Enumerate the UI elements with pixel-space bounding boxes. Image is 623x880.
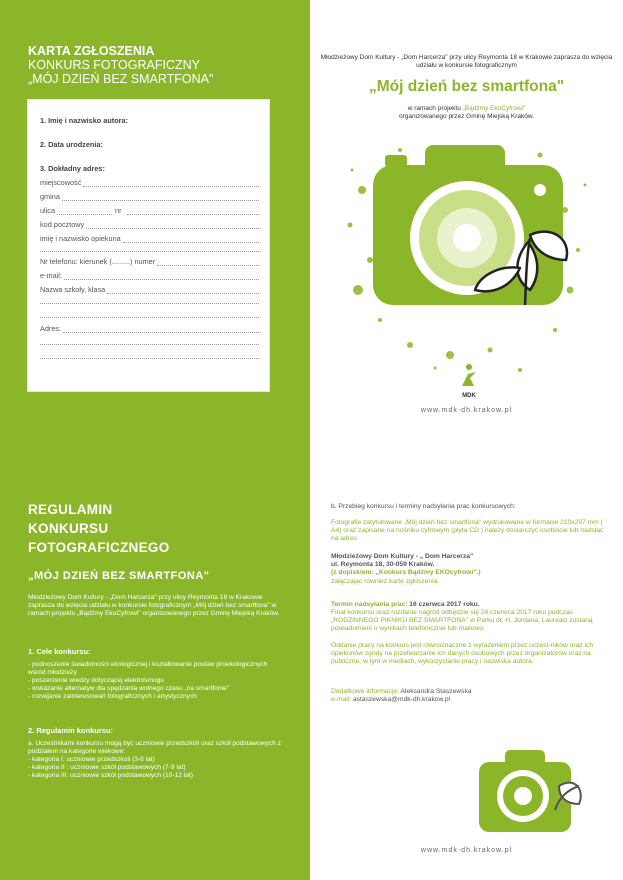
list-item: - rozwijanie zainteresowań fotograficznych i artystycznych [28,693,197,700]
list-item: - poszerzenie wiedzy dotyczącej elektrosmogu [28,677,164,684]
camera-illustration [340,130,590,380]
field-blank-line[interactable] [40,303,259,304]
form-header-line3: „MÓJ DZIEŃ BEZ SMARTFONA" [28,72,214,86]
details-consent: Oddanie pracy na konkurs jest równoznaczne z wyrażeniem przez uczest-ników oraz ich opiekunów zgody na przetwarzanie ich danych osobowych przez organizatorów oraz na publiczne, w tym w mediach, wykorzystanie pracy i nazwiska autora. [331,642,594,666]
list-item: - kategoria II : uczniowie szkół podstawowych (7-9 lat) [28,764,186,771]
list-item: a. Uczestnikami konkursu mogą być uczniowie przedszkoli oraz szkół podstawowych z podziałem na kategorie wiekowe: [28,740,281,755]
contact-email[interactable]: astaszewska@mdk-dh.krakow.pl [352,696,451,704]
field-opiekun[interactable]: imię i nazwisko opiekuna [40,234,259,243]
field-birthdate[interactable]: 2. Data urodzenia: [40,140,103,149]
mdk-logo-text: MDK [462,393,476,399]
rules-intro: Młodzieżowy Dom Kultury - „Dom Harcerza" przy ulicy Reymonta 18 w Krakowie zaprasza do wzięcia udziału w konkursie fotograficznym „Mój dzień bez smartfona" w ramach projektu „Bądźmy EkoCyfrowi" organizowanego przez Gminę Miejską Kraków. [28,594,280,617]
field-telefon[interactable]: Nr telefonu: kierunek (.........) numer [40,257,259,266]
list-item: - kategoria III: uczniowie szkół podstawowych (10-12 lat) [28,772,193,779]
details-contact: Dodatkowe informacje: Aleksandra Staszewska e-mail: astaszewska@mdk-dh.krakow.pl [331,688,472,704]
field-ulica[interactable]: ulica nr [40,206,259,215]
regulations-list [28,740,283,780]
rules-subtitle: „MÓJ DZIEŃ BEZ SMARTFONA" [28,570,210,582]
list-item: - wskazanie alternatyw dla spędzania wolnego czasu „na smartfonie" [28,685,229,692]
field-szkola[interactable]: Nazwa szkoły, klasa [40,285,259,294]
mdk-logo-icon [456,362,482,388]
poster-title: „Mój dzień bez smartfona" [368,78,565,95]
field-adres[interactable]: Adres: [40,324,259,333]
field-blank-line[interactable] [40,344,259,345]
poster-url[interactable]: www.mdk-dh.krakow.pl [420,407,513,414]
field-gmina[interactable]: gmina [40,192,259,201]
camera-small-icon [475,740,585,840]
poster-subtitle: w ramach projektu „Bądźmy EkoCyfrowi" organizowanego przez Gminę Miejską Kraków. [398,105,535,120]
details-final: Finał konkursu oraz rozdanie nagród odbędzie się 24 czerwca 2017 roku podczas „RODZINNEGO PIKNIKU BEZ SMARTFONA" w Parku dr. H. Jordana. Laureaci zostaną powiadomieni o wynikach telefonicznie lub mailowo. [331,609,593,633]
list-item: - kategoria I: uczniowie przedszkoli (3-6 lat) [28,756,155,763]
field-blank-line[interactable] [40,251,259,252]
field-author[interactable]: 1. Imię i nazwisko autora: [40,116,128,125]
field-miejscowosc[interactable]: miejscowość [40,178,259,187]
field-blank-line[interactable] [40,317,259,318]
field-address-heading: 3. Dokładny adres: [40,164,105,173]
mdk-logo [456,362,482,399]
goals-heading: 1. Cele konkursu: [28,647,91,656]
form-header-line2: KONKURS FOTOGRAFICZNY [28,58,201,72]
details-heading: b. Przebieg konkursu i terminy nadsyłania prac konkursowych: [331,503,516,510]
form-header [28,44,213,86]
details-deadline: Termin nadsyłania prac: 16 czerwca 2017 roku. [331,601,480,608]
details-url[interactable]: www.mdk-dh.krakow.pl [420,847,513,854]
regulations-heading: 2. Regulamin konkursu: [28,726,114,735]
rules-title: REGULAMIN KONKURSU FOTOGRAFICZNEGO [28,502,170,555]
goals-list [28,661,283,701]
list-item: - podnoszenie świadomości ekologicznej i kształtowanie postaw proekologicznych wśród młodzieży [28,661,268,676]
field-email[interactable]: e-mail: [40,271,259,280]
application-form [27,99,270,392]
field-kod[interactable]: kod pocztowy [40,220,259,229]
details-address: Młodzieżowy Dom Kultury - „ Dom Harcerza" ul. Reymonta 18, 30-059 Kraków. (z dopiskiem: „Konkurs Bądźmy EKOcyfrowi".) załączając również kartę zgłoszenia. [331,553,481,585]
poster-intro: Młodzieżowy Dom Kultury - „Dom Harcerza" przy ulicy Reymonta 18 w Krakowie zaprasza do wzięcia udziału w konkursie fotograficznym [320,54,613,69]
details-photos: Fotografie zatytułowane „Mój dzień bez smartfona" wydrukowane w formacie 210x297 mm ( A4) oraz zapisane na nośniku cyfrowym (płyta CD ) należy dostarczyć osobiście lub nadsłać na adres: [331,519,604,543]
form-header-line1: KARTA ZGŁOSZENIA [28,44,155,58]
field-blank-line[interactable] [40,358,259,359]
